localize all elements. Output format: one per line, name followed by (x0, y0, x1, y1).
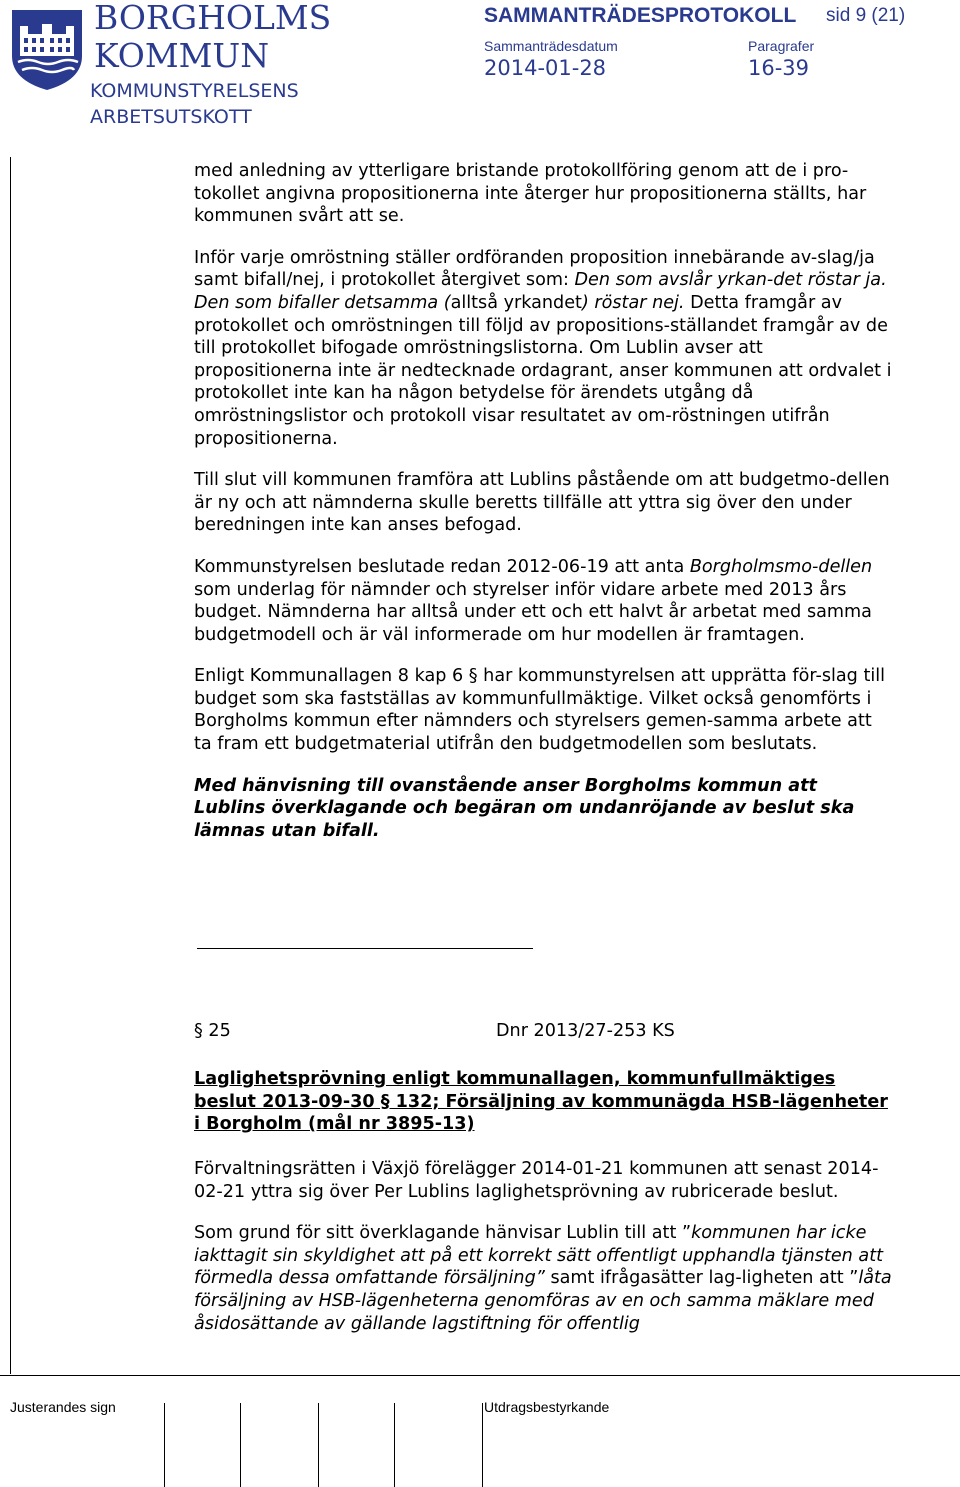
left-margin-rule (10, 157, 11, 1374)
organization-name-line1: BORGHOLMS (94, 0, 332, 37)
paragraph: Till slut vill kommunen framföra att Lublins påstående om att budgetmo-dellen är ny och att nämnderna skulle beretts tillfälle att yttra sig över den under beredningen inte kan anses befogad. (194, 470, 890, 536)
italic-text-run: ) röstar nej. (581, 292, 685, 313)
paragraphs-label: Paragrafer (748, 38, 815, 54)
italic-text-run: kommunen har icke iakttagit sin skyldighet att på ett korrekt sätt offentligt upphandla tjänsten att förmedla dessa omfattande försäljning” (194, 1223, 884, 1289)
paragraph (194, 247, 894, 450)
paragraph (194, 1222, 894, 1335)
italic-text-run: låta försäljning av HSB-lägenheterna genomföras av en och samma mäklare med åsidosättande av gällande lagstiftning för offentlig (194, 1268, 892, 1334)
signature-box-divider (318, 1403, 319, 1487)
unit-name-line1: KOMMUNSTYRELSENS (90, 80, 299, 102)
text-run: Kommunstyrelsen beslutade redan 2012-06-19 att anta (194, 556, 690, 577)
paragraph: Enligt Kommunallagen 8 kap 6 § har kommunstyrelsen att upprätta för-slag till budget som ska fastställas av kommunfullmäktige. Vilket också genomförts i Borgholms kommun efter nämnders och styrelsers gemen-samma arbete att ta fram ett budgetmaterial utifrån den budgetmodellen som beslutats. (194, 666, 886, 755)
section-paragraph-number: § 25 (194, 1021, 231, 1041)
text-run: alltså yrkandet (450, 292, 582, 313)
text-run: Detta framgår av protokollet och omröstningen till följd av propositions-ställandet framgår av de till protokollet bifogade omröstningslistorna. Om Lublin avser att propositionerna inte är nedtecknade ordagrant, anser kommunen att ordvalet i protokollet inte kan ha någon betydelse för ärendets utgång då omröstningslistor och protokoll visar resultatet av om-röstningen utifrån propositionerna. (194, 292, 892, 449)
justerandes-sign-label: Justerandes sign (10, 1399, 116, 1415)
paragraph (194, 556, 894, 646)
meeting-date-label: Sammanträdesdatum (484, 38, 618, 54)
paragraphs-value: 16-39 (748, 56, 810, 80)
text-run: som underlag för nämnder och styrelser inför vidare arbete med 2013 års budget. Nämnderna har alltså under ett och ett halvt år arbetat med samma budgetmodell och är väl informerade om hur modellen är framtagen. (194, 579, 872, 645)
section-body (194, 1158, 894, 1354)
signature-box-divider (394, 1403, 395, 1487)
section-separator (197, 948, 533, 949)
paragraph: Förvaltningsrätten i Växjö förelägger 2014-01-21 kommunen att senast 2014-02-21 yttra sig över Per Lublins laglighetsprövning av rubricerade beslut. (194, 1159, 879, 1202)
text-run: Inför varje omröstning ställer ordföranden proposition innebärande av-slag/ja samt bifall/nej, i protokollet återgivet som: (194, 247, 875, 291)
utdragsbestyrkande-label: Utdragsbestyrkande (484, 1399, 610, 1415)
footer-rule (0, 1375, 960, 1376)
unit-name-line2: ARBETSUTSKOTT (90, 106, 252, 128)
case-number: Dnr 2013/27-253 KS (496, 1021, 675, 1041)
paragraph: med anledning av ytterligare bristande protokollföring genom att de i pro-tokollet angivna propositionerna inte återger hur propositionerna ställts, har kommunen svårt att se. (194, 161, 867, 227)
meeting-date-value: 2014-01-28 (484, 56, 607, 80)
section-heading: Laglighetsprövning enligt kommunallagen, kommunfullmäktiges beslut 2013-09-30 § 132; Försäljning av kommunägda HSB-lägenheter i Borgholm (mål nr 3895-13) (194, 1069, 888, 1135)
text-run: Som grund för sitt överklagande hänvisar Lublin till att ” (194, 1223, 692, 1244)
signature-box-divider (482, 1403, 483, 1487)
italic-text-run: Den som avslår yrkan-det röstar ja. Den som bifaller detsamma ( (194, 270, 887, 313)
conclusion-paragraph: Med hänvisning till ovanstående anser Borgholms kommun att Lublins överklagande och begäran om undanröjande av beslut ska lämnas utan bifall. (194, 775, 855, 841)
body-text (194, 160, 894, 861)
signature-box-divider (164, 1403, 165, 1487)
organization-name-line2: KOMMUN (94, 36, 270, 75)
document-title: SAMMANTRÄDESPROTOKOLL (484, 4, 797, 27)
page-number: sid 9 (21) (826, 5, 906, 26)
italic-text-run: Borgholmsmo-dellen (689, 556, 873, 577)
text-run: samt ifrågasätter lag-ligheten att ” (544, 1268, 859, 1289)
signature-box-divider (240, 1403, 241, 1487)
municipality-logo (8, 6, 86, 92)
